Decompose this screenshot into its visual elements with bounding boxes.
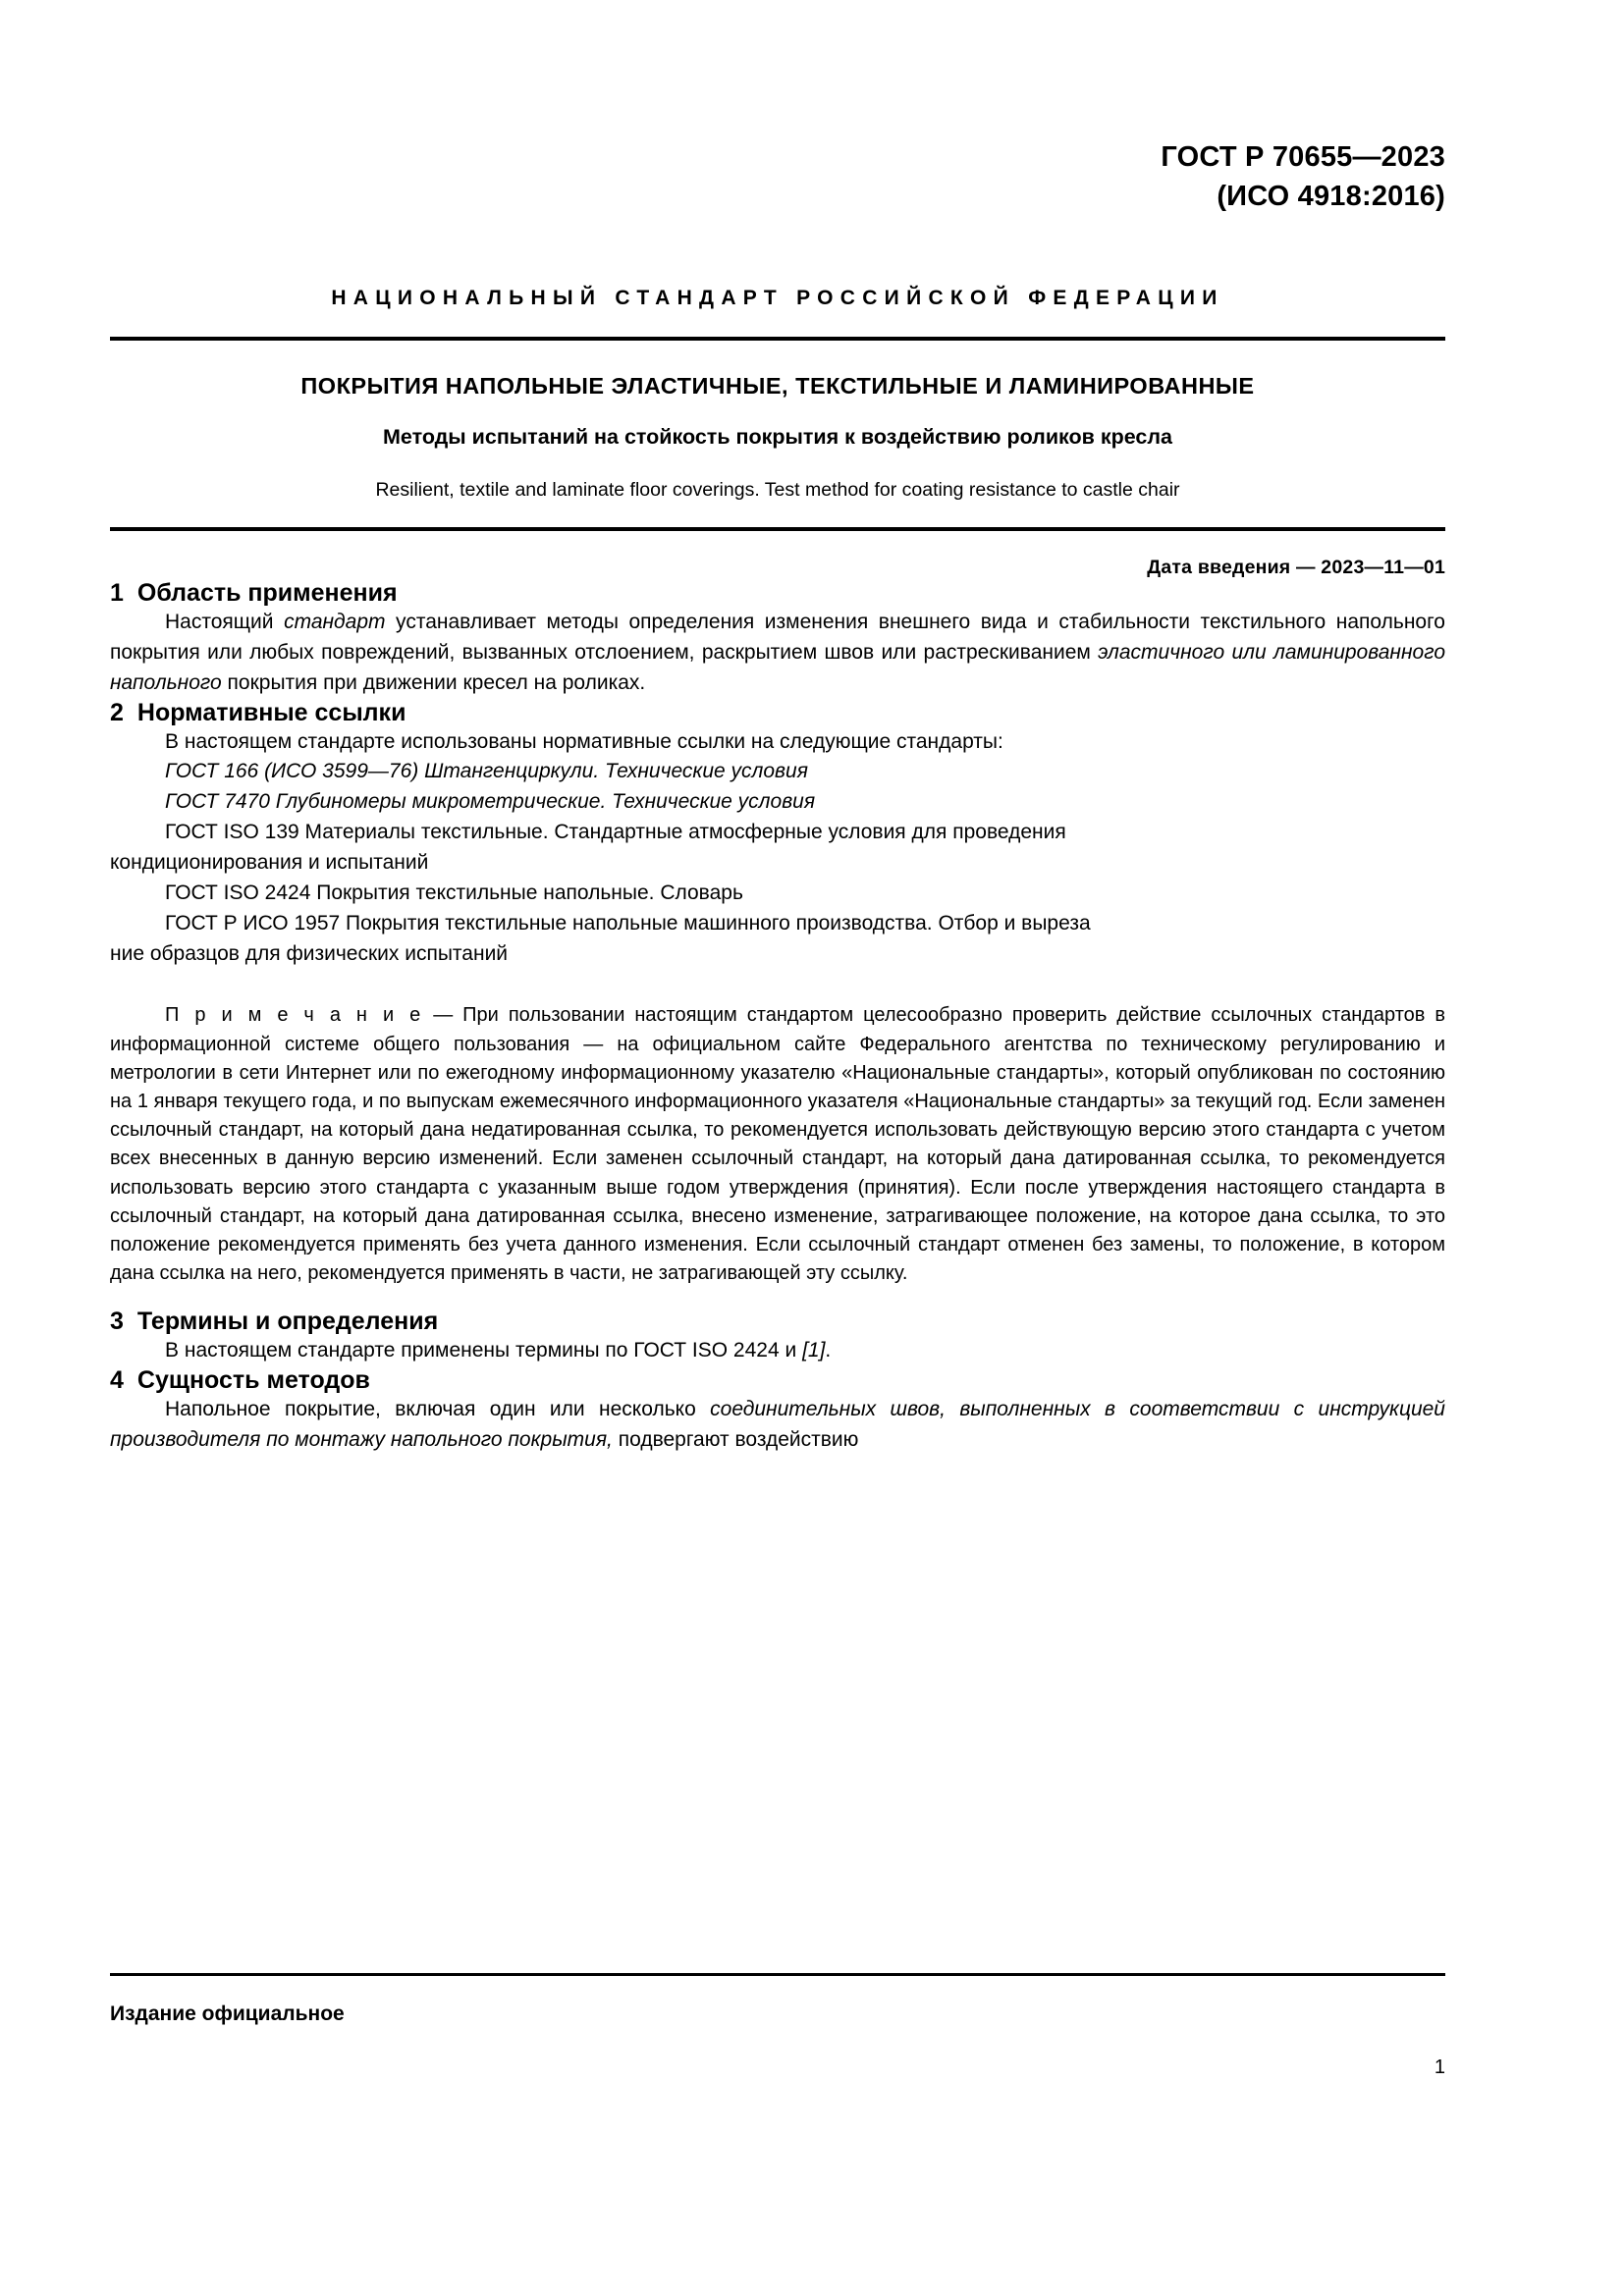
note-label: П р и м е ч а н и е: [165, 1004, 424, 1027]
section-3-number: 3: [110, 1308, 124, 1336]
s3-text-italic: [1]: [802, 1339, 826, 1362]
section-1-title: Область применения: [136, 579, 398, 608]
document-title-main: ПОКРЫТИЯ НАПОЛЬНЫЕ ЭЛАСТИЧНЫЕ, ТЕКСТИЛЬНЫЕ И ЛАМИНИРОВАННЫЕ: [300, 373, 1255, 400]
section-2-note: [110, 1001, 1445, 1288]
s2-ref-item-cont: кондиционирования и испытаний: [110, 851, 429, 875]
s2-ref-item: ГОСТ 7470 Глубиномеры микрометрические. Технические условия: [165, 790, 816, 814]
s4-text-c: подвергают воздействию: [612, 1428, 859, 1452]
page-content: [110, 0, 1445, 1456]
introduction-date: Дата введения — 2023—11—01: [1147, 557, 1445, 579]
s2-ref-item-cont: ние образцов для физических испытаний: [110, 941, 509, 965]
document-code-line-1: ГОСТ Р 70655—2023: [1161, 141, 1445, 173]
national-standard-header: НАЦИОНАЛЬНЫЙ СТАНДАРТ РОССИЙСКОЙ ФЕДЕРАЦИИ: [331, 287, 1224, 310]
s2-ref-item: ГОСТ 166 (ИСО 3599—76) Штангенциркули. Технические условия: [165, 760, 808, 783]
footer-divider: [110, 1973, 1445, 1976]
section-3-title: Термины и определения: [136, 1308, 439, 1336]
s2-ref-item: ГОСТ Р ИСО 1957 Покрытия текстильные напольные машинного производства. Отбор и выреза: [165, 911, 1091, 934]
s1-text-e: покрытия при движении кресел на роликах.: [221, 670, 646, 694]
document-title-english: Resilient, textile and laminate floor coverings. Test method for coating resistance to castle chair: [375, 479, 1180, 502]
section-2-heading: [110, 699, 1445, 727]
header-divider-bottom: [110, 527, 1445, 531]
section-4-paragraph: [110, 1395, 1445, 1456]
s1-text-c: устанавливает методы определения изменения внешнего вида и стабильности текстильного напольного покрытия или любых повреждений, вызванных отслоением, раскрытием швов или растрескиванием: [110, 611, 1445, 664]
document-code-line-2: (ИСО 4918:2016): [1217, 181, 1445, 213]
s3-text-a: В настоящем стандарте применены термины по ГОСТ ISO 2424 и: [165, 1339, 803, 1362]
section-4-title: Сущность методов: [136, 1366, 370, 1395]
section-3-heading: [110, 1308, 1445, 1336]
section-1-heading: [110, 579, 1445, 608]
s1-text-italic-1: стандарт: [284, 611, 386, 634]
section-1-paragraph: [110, 608, 1445, 699]
s4-text-italic: соединительных швов, выполненных в соответствии с инструкцией производителя по монтажу напольного покрытия,: [110, 1398, 1445, 1452]
section-2-reference-list: [110, 727, 1445, 970]
section-3-paragraph: [110, 1336, 1445, 1366]
s4-text-a: Напольное покрытие, включая один или несколько: [165, 1398, 711, 1421]
section-1-number: 1: [110, 579, 124, 608]
page-number: 1: [1434, 2056, 1445, 2078]
section-4-heading: [110, 1366, 1445, 1395]
s1-text-a: Настоящий: [165, 611, 285, 634]
section-4-number: 4: [110, 1366, 124, 1395]
s2-lead: В настоящем стандарте использованы нормативные ссылки на следующие стандарты:: [165, 729, 1003, 753]
header-divider-top: [110, 337, 1445, 341]
section-2-number: 2: [110, 698, 124, 726]
section-2-title: Нормативные ссылки: [136, 698, 406, 726]
official-edition-label: Издание официальное: [110, 2002, 345, 2025]
document-code: [110, 137, 1445, 216]
s3-text-c: .: [825, 1339, 832, 1362]
document-title-sub: Методы испытаний на стойкость покрытия к воздействию роликов кресла: [382, 425, 1172, 450]
note-body: — При пользовании настоящим стандартом целесообразно проверить действие ссылочных стандартов в информационной системе общего пользования — на официальном сайте Федерального агентства по техническому регулированию и метрологии в сети Интернет или по ежегодному информационному указателю «Национальные стандарты», который опубликован по состоянию на 1 января текущего года, и по выпускам ежемесячного информационного указателя «Национальные стандарты» за текущий год. Если заменен ссылочный стандарт, на который дана недатированная ссылка, то рекомендуется использовать действующую версию этого стандарта с учетом всех внесенных в данную версию изменений. Если заменен ссылочный стандарт, на который дана датированная ссылка, то рекомендуется использовать версию этого стандарта с указанным выше годом утверждения (принятия). Если после утверждения настоящего стандарта в ссылочный стандарт, на который дана датированная ссылка, внесено изменение, затрагивающее положение, на которое дана ссылка, то это положение рекомендуется применять без учета данного изменения. Если ссылочный стандарт отменен без замены, то положение, в котором дана ссылка на него, рекомендуется применять в части, не затрагивающей эту ссылку.: [110, 1004, 1446, 1285]
s1-text-italic-2: эластичного или ламинированного напольного: [110, 640, 1445, 694]
s2-ref-item: ГОСТ ISO 139 Материалы текстильные. Стандартные атмосферные условия для проведения: [165, 821, 1066, 844]
s2-ref-item: ГОСТ ISO 2424 Покрытия текстильные напольные. Словарь: [165, 881, 743, 904]
